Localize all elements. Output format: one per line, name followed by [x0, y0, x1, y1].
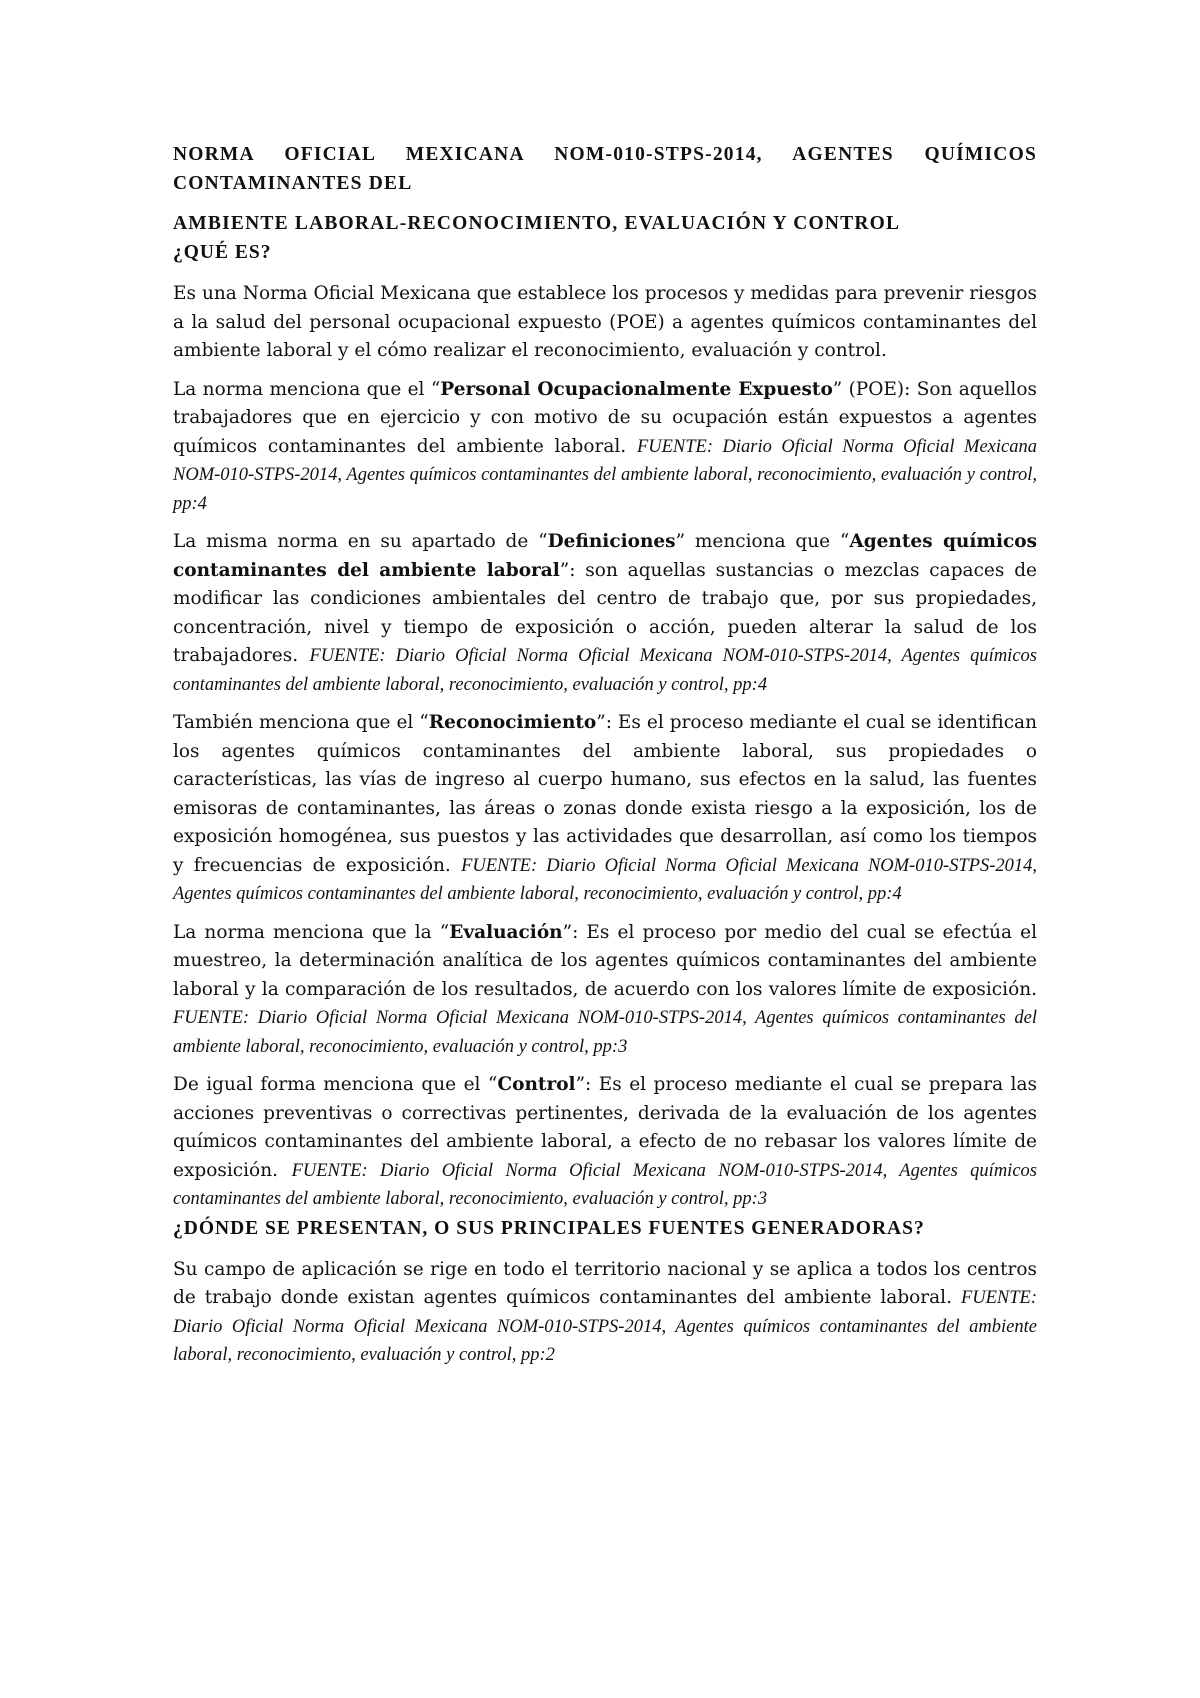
paragraph-text: ”: Es el proceso mediante el cual se prepara las acciones preventivas o correctivas pertinentes, derivada de la evaluación de los agentes químicos contaminantes del ambiente laboral, a efecto de no rebasar los valores límite de exposición.: [173, 1074, 1037, 1181]
term-evaluacion: Evaluación: [449, 921, 563, 943]
section-heading-donde-se-presentan: ¿DÓNDE SE PRESENTAN, O SUS PRINCIPALES FUENTES GENERADORAS?: [173, 1217, 925, 1239]
term-reconocimiento: Reconocimiento: [428, 712, 597, 733]
term-control: Control: [497, 1074, 576, 1095]
source-citation: FUENTE: Diario Oficial Norma Oficial Mexicana NOM-010-STPS-2014, Agentes químicos contaminantes del ambiente laboral, reconocimiento, evaluación y control, pp:3: [173, 1160, 1037, 1209]
paragraph-text: Su campo de aplicación se rige en todo el territorio nacional y se aplica a todos los centros de trabajo donde existan agentes químicos contaminantes del ambiente laboral.: [173, 1258, 1037, 1308]
paragraph-text: ”: Es el proceso mediante el cual se identifican los agentes químicos contaminantes del ambiente laboral, sus propiedades o características, las vías de ingreso al cuerpo humano, sus efectos en la salud, las fuentes emisoras de contaminantes, las áreas o zonas donde exista riesgo a la exposición, los de exposición homogénea, sus puestos y las actividades que desarrollan, así como los tiempos y frecuencias de exposición.: [173, 712, 1037, 876]
document-title-line-1: NORMA OFICIAL MEXICANA NOM-010-STPS-2014, AGENTES QUÍMICOS CONTAMINANTES DEL: [173, 144, 1037, 194]
paragraph-agentes-quimicos: [173, 528, 1037, 699]
term-personal-ocupacionalmente-expuesto: Personal Ocupacionalmente Expuesto: [440, 378, 833, 400]
paragraph-text: También menciona que el “: [173, 712, 429, 733]
paragraph-poe: [173, 376, 1037, 519]
section-heading-que-es: ¿QUÉ ES?: [173, 242, 272, 263]
paragraph-text: La norma menciona que la “: [173, 921, 450, 943]
paragraph-definicion-norma: Es una Norma Oficial Mexicana que establece los procesos y medidas para prevenir riesgos a la salud del personal ocupacional expuesto (POE) a agentes químicos contaminantes del ambiente laboral y el cómo realizar el reconocimiento, evaluación y control.: [173, 283, 1037, 361]
document-title-line-2: AMBIENTE LABORAL-RECONOCIMIENTO, EVALUACIÓN Y CONTROL: [173, 213, 901, 234]
paragraph-reconocimiento: [173, 709, 1037, 909]
paragraph-text: La misma norma en su apartado de “: [173, 531, 548, 552]
paragraph-text: ”: son aquellas sustancias o mezclas capaces de modificar las condiciones ambientales del centro de trabajo que, por sus propiedades, concentración, nivel y tiempo de exposición o acción, pueden alterar la salud de los trabajadores.: [173, 559, 1037, 666]
source-citation: FUENTE: Diario Oficial Norma Oficial Mexicana NOM-010-STPS-2014, Agentes químicos contaminantes del ambiente laboral, reconocimiento, evaluación y control, pp:3: [173, 1008, 1037, 1057]
paragraph-text: ” (POE): Son aquellos trabajadores que en ejercicio y con motivo de su ocupación están expuestos a agentes químicos contaminantes del ambiente laboral.: [173, 378, 1037, 457]
document-body: [173, 140, 1037, 1370]
paragraph-evaluacion: [173, 919, 1037, 1062]
paragraph-text: La norma menciona que el “: [173, 378, 441, 400]
term-definiciones: Definiciones: [547, 531, 676, 552]
source-citation: FUENTE: Diario Oficial Norma Oficial Mexicana NOM-010-STPS-2014, Agentes químicos contaminantes del ambiente laboral, reconocimiento, evaluación y control, pp:4: [173, 646, 1037, 695]
source-citation: FUENTE: Diario Oficial Norma Oficial Mexicana NOM-010-STPS-2014, Agentes químicos contaminantes del ambiente laboral, reconocimiento, evaluación y control, pp:4: [173, 436, 1037, 514]
paragraph-text: ”: Es el proceso por medio del cual se efectúa el muestreo, la determinación analítica de los agentes químicos contaminantes del ambiente laboral y la comparación de los resultados, de acuerdo con los valores límite de exposición.: [173, 921, 1038, 1000]
paragraph-text: De igual forma menciona que el “: [173, 1074, 498, 1095]
paragraph-text: ” menciona que “: [675, 531, 850, 552]
paragraph-control: [173, 1071, 1037, 1214]
term-agentes-quimicos: Agentes químicos contaminantes del ambiente laboral: [173, 531, 1038, 581]
source-citation: FUENTE: Diario Oficial Norma Oficial Mexicana NOM-010-STPS-2014, Agentes químicos contaminantes del ambiente laboral, reconocimiento, evaluación y control, pp:4: [173, 855, 1037, 904]
source-citation: FUENTE: Diario Oficial Norma Oficial Mexicana NOM-010-STPS-2014, Agentes químicos contaminantes del ambiente laboral, reconocimiento, evaluación y control, pp:2: [173, 1288, 1037, 1365]
paragraph-campo-aplicacion: [173, 1256, 1037, 1370]
